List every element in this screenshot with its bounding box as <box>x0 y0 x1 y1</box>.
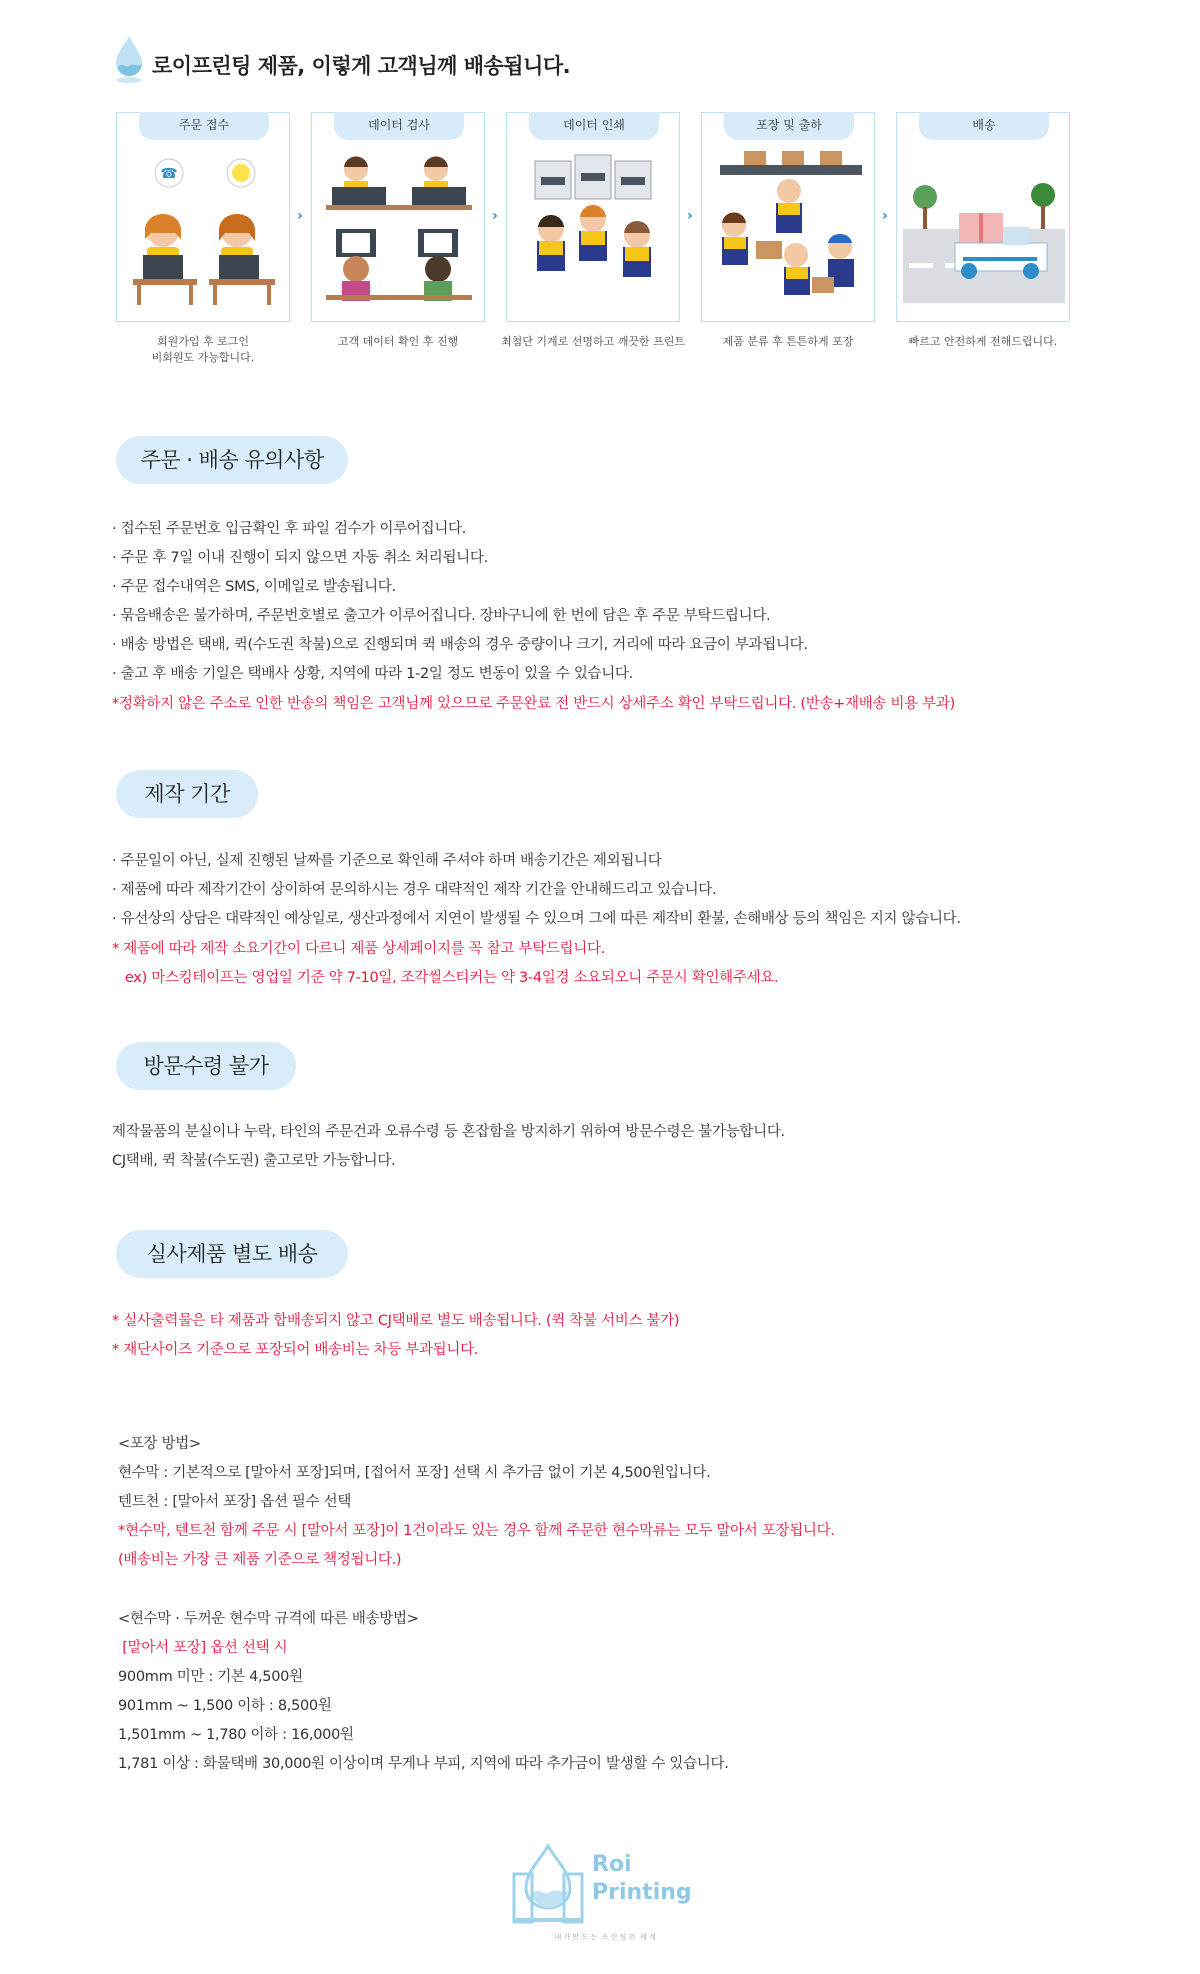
notice-line: · 묶음배송은 불가하며, 주문번호별로 출고가 이루어집니다. 장바구니에 한 번에 담은 후 주문 부탁드립니다. <box>112 608 771 624</box>
step-card-packing <box>701 112 875 322</box>
logo-text-roi: Roi <box>592 1852 632 1877</box>
chevron-right-icon: › <box>492 208 498 224</box>
production-line: · 주문일이 아닌, 실제 진행된 날짜를 기준으로 확인해 주셔야 하며 배송기간은 제외됩니다 <box>112 853 662 869</box>
shipping-sizes-heading: <현수막 · 두꺼운 현수막 규격에 따른 배송방법> <box>118 1611 419 1627</box>
roi-drop-logo-icon <box>508 1840 588 1926</box>
step-label: 주문 접수 <box>139 112 269 140</box>
order-receive-illustration <box>123 147 285 317</box>
chevron-right-icon: › <box>297 208 303 224</box>
packing-line: 텐트천 : [말아서 포장] 옵션 필수 선택 <box>118 1494 352 1510</box>
step-desc: 빠르고 안전하게 전해드립니다. <box>908 335 1058 348</box>
notice-line: · 출고 후 배송 기일은 택배사 상황, 지역에 따라 1-2일 정도 변동이 있을 수 있습니다. <box>112 666 633 682</box>
step-label: 데이터 검사 <box>334 112 464 140</box>
notice-line: · 주문 후 7일 이내 진행이 되지 않으면 자동 취소 처리됩니다. <box>112 550 488 566</box>
chevron-right-icon: › <box>882 208 888 224</box>
notice-warning: *정확하지 않은 주소로 인한 반송의 책임은 고객님께 있으므로 주문완료 전 반드시 상세주소 확인 부탁드립니다. (반송+재배송 비용 부과) <box>112 696 955 712</box>
logo-text-printing: Printing <box>592 1880 692 1905</box>
svg-text:☎: ☎ <box>160 166 178 182</box>
section-title-order-notice: 주문 · 배송 유의사항 <box>116 436 348 484</box>
step-card-order <box>116 112 290 322</box>
step-desc: 제품 분류 후 튼튼하게 포장 <box>722 335 854 348</box>
notice-line: · 주문 접수내역은 SMS, 이메일로 발송됩니다. <box>112 579 396 595</box>
roi-printing-logo <box>500 1840 710 1950</box>
data-print-illustration <box>513 147 675 317</box>
separate-warning: * 재단사이즈 기준으로 포장되어 배송비는 차등 부과됩니다. <box>112 1342 479 1358</box>
step-label: 포장 및 출하 <box>724 112 854 140</box>
production-line: · 유선상의 상담은 대략적인 예상일로, 생산과정에서 지연이 발생될 수 있으며 그에 따른 제작비 환불, 손해배상 등의 책임은 지지 않습니다. <box>112 911 961 927</box>
step-label: 배송 <box>919 112 1049 140</box>
step-desc: 고객 데이터 확인 후 진행 <box>337 335 459 348</box>
packing-line: 현수막 : 기본적으로 [말아서 포장]되며, [접어서 포장] 선택 시 추가금 없이 기본 4,500원입니다. <box>118 1465 711 1481</box>
packing-heading: <포장 방법> <box>118 1436 201 1452</box>
delivery-truck-illustration <box>903 147 1065 317</box>
step-card-data-print <box>506 112 680 322</box>
shipping-size-line: 1,781 이상 : 화물택배 30,000원 이상이며 무게나 부피, 지역에 따라 추가금이 발생할 수 있습니다. <box>118 1756 729 1772</box>
section-title-no-pickup: 방문수령 불가 <box>116 1042 296 1090</box>
logo-tagline: 내 가 만 드 는 프 린 팅 의 세 계 <box>554 1933 656 1941</box>
page-title: 로이프린팅 제품, 이렇게 고객님께 배송됩니다. <box>152 54 571 78</box>
production-line: · 제품에 따라 제작기간이 상이하여 문의하시는 경우 대략적인 제작 기간을 안내해드리고 있습니다. <box>112 882 717 898</box>
packing-illustration <box>708 147 870 317</box>
section-title-production-period: 제작 기간 <box>116 770 258 818</box>
section-title-separate-shipping: 실사제품 별도 배송 <box>116 1230 348 1278</box>
chevron-right-icon: › <box>687 208 693 224</box>
separate-warning: * 실사출력물은 타 제품과 합배송되지 않고 CJ택배로 별도 배송됩니다. (퀵 착불 서비스 불가) <box>112 1313 680 1329</box>
notice-line: · 배송 방법은 택배, 퀵(수도권 착불)으로 진행되며 퀵 배송의 경우 중량이나 크기, 거리에 따라 요금이 부과됩니다. <box>112 637 808 653</box>
packing-warning: (배송비는 가장 큰 제품 기준으로 책정됩니다.) <box>118 1552 402 1568</box>
step-desc: 최첨단 기계로 선명하고 깨끗한 프린트 <box>500 335 685 348</box>
shipping-sizes-option: [말아서 포장] 옵션 선택 시 <box>118 1640 288 1656</box>
production-warning: * 제품에 따라 제작 소요기간이 다르니 제품 상세페이지를 꼭 참고 부탁드립니다. <box>112 941 605 957</box>
water-drop-logo-icon <box>112 34 146 84</box>
pickup-line: CJ택배, 퀵 착불(수도권) 출고로만 가능합니다. <box>112 1153 396 1169</box>
pickup-line: 제작물품의 분실이나 누락, 타인의 주문건과 오류수령 등 혼잡함을 방지하기 위하여 방문수령은 불가능합니다. <box>112 1124 785 1140</box>
production-warning: ex) 마스킹테이프는 영업일 기준 약 7-10일, 조각씰스티커는 약 3-4일경 소요되오니 주문시 확인해주세요. <box>112 970 779 986</box>
step-card-data-check <box>311 112 485 322</box>
notice-line: · 접수된 주문번호 입금확인 후 파일 검수가 이루어집니다. <box>112 521 467 537</box>
data-check-illustration <box>318 147 480 317</box>
step-label: 데이터 인쇄 <box>529 112 659 140</box>
shipping-size-line: 901mm ~ 1,500 이하 : 8,500원 <box>118 1698 332 1714</box>
step-card-delivery <box>896 112 1070 322</box>
step-desc: 회원가입 후 로그인 비회원도 가능합니다. <box>151 335 255 364</box>
shipping-size-line: 900mm 미만 : 기본 4,500원 <box>118 1669 303 1685</box>
shipping-size-line: 1,501mm ~ 1,780 이하 : 16,000원 <box>118 1727 354 1743</box>
packing-warning: *현수막, 텐트천 함께 주문 시 [말아서 포장]이 1건이라도 있는 경우 함께 주문한 현수막류는 모두 말아서 포장됩니다. <box>118 1523 835 1539</box>
